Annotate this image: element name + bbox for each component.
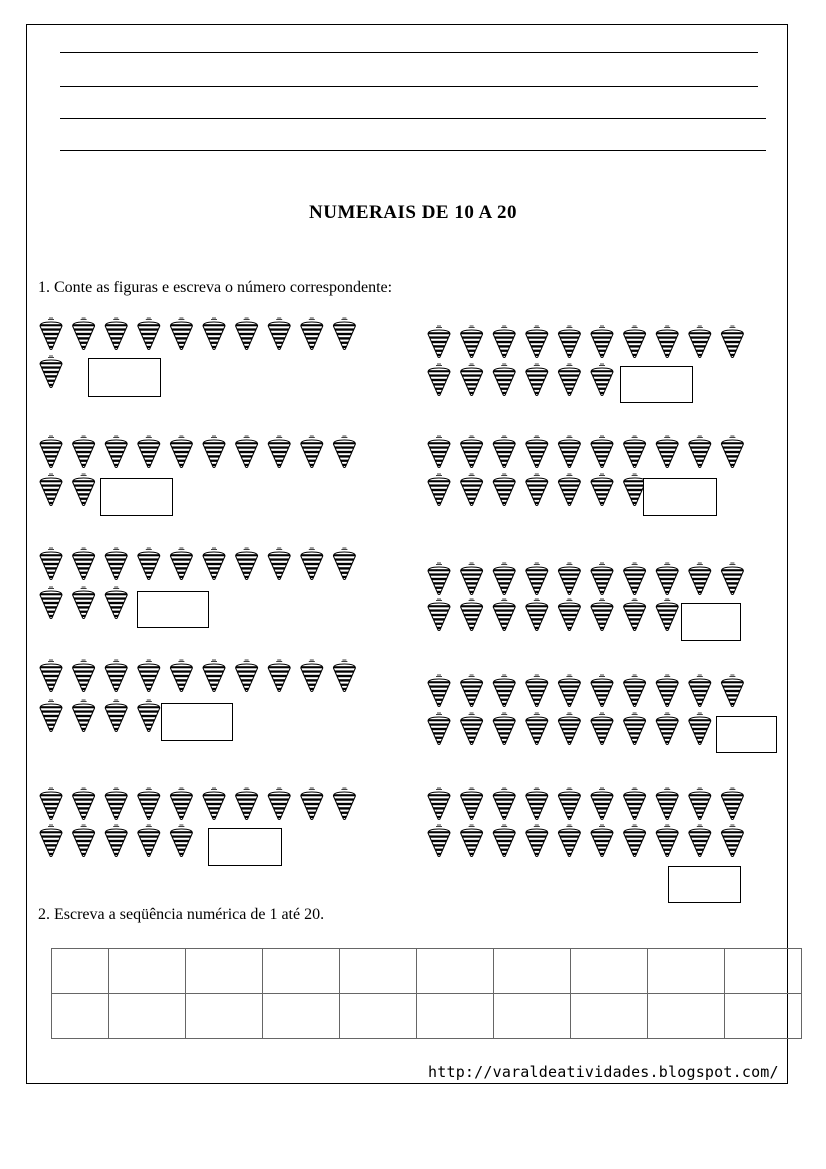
sequence-cell[interactable]: [725, 994, 802, 1039]
worksheet-title: NUMERAIS DE 10 A 20: [309, 202, 517, 223]
answer-box-6[interactable]: [682, 604, 741, 641]
sequence-cell[interactable]: [571, 994, 648, 1039]
question-2-instruction: 2. Escreva a seqüência numérica de 1 até 20.: [38, 906, 325, 923]
sequence-cell[interactable]: [571, 949, 648, 994]
writing-line-1[interactable]: [60, 52, 758, 53]
answer-box-3[interactable]: [101, 479, 173, 516]
sequence-cell[interactable]: [417, 994, 494, 1039]
sequence-cell[interactable]: [186, 994, 263, 1039]
question-1-instruction: 1. Conte as figuras e escreva o número correspondente:: [38, 279, 393, 296]
sequence-cell[interactable]: [340, 949, 417, 994]
sequence-cell[interactable]: [648, 949, 725, 994]
sequence-cell[interactable]: [340, 994, 417, 1039]
worksheet-frame: [26, 24, 788, 1084]
sequence-cell[interactable]: [109, 994, 186, 1039]
answer-box-2[interactable]: [621, 367, 693, 403]
answer-box-4[interactable]: [644, 479, 717, 516]
sequence-cell[interactable]: [263, 994, 340, 1039]
writing-line-2[interactable]: [60, 86, 758, 87]
footer-url[interactable]: http://varaldeatividades.blogspot.com/: [428, 1063, 779, 1081]
answer-box-7[interactable]: [162, 704, 233, 741]
answer-box-5[interactable]: [138, 592, 209, 628]
writing-line-4[interactable]: [60, 150, 766, 151]
sequence-cell[interactable]: [494, 949, 571, 994]
sequence-grid-row: [52, 949, 802, 994]
sequence-cell[interactable]: [186, 949, 263, 994]
sequence-cell[interactable]: [417, 949, 494, 994]
writing-line-3[interactable]: [60, 118, 766, 119]
sequence-cell[interactable]: [263, 949, 340, 994]
answer-box-9[interactable]: [209, 829, 282, 866]
answer-box-1[interactable]: [89, 359, 161, 397]
sequence-grid-row: [52, 994, 802, 1039]
sequence-cell[interactable]: [648, 994, 725, 1039]
answer-box-8[interactable]: [717, 717, 777, 753]
answer-box-10[interactable]: [669, 867, 741, 903]
sequence-cell[interactable]: [52, 994, 109, 1039]
sequence-cell[interactable]: [494, 994, 571, 1039]
sequence-grid: [51, 948, 802, 1039]
sequence-cell[interactable]: [52, 949, 109, 994]
sequence-cell[interactable]: [109, 949, 186, 994]
sequence-cell[interactable]: [725, 949, 802, 994]
